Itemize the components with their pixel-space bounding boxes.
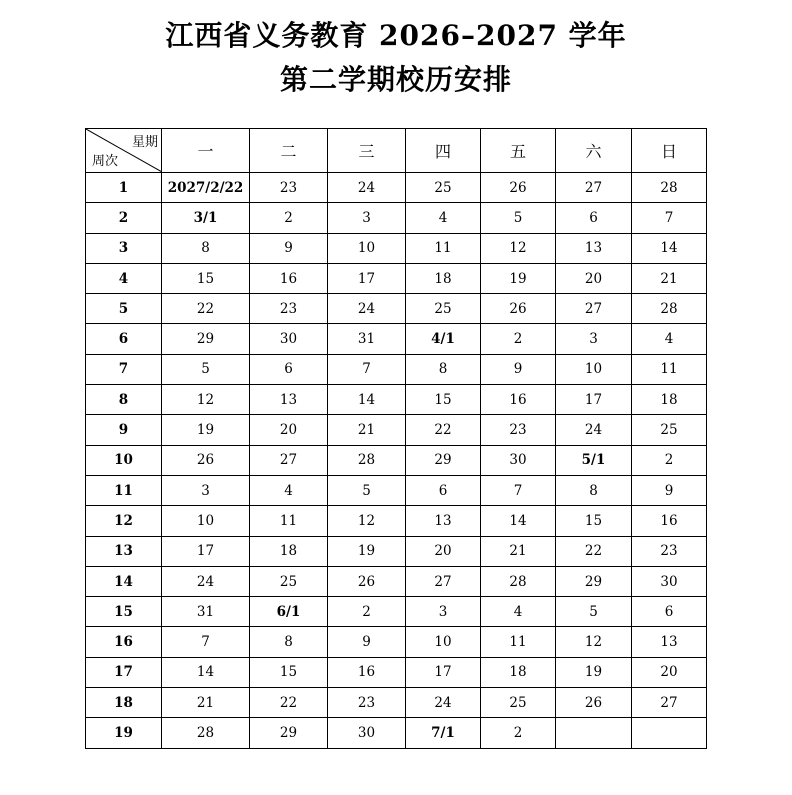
date-cell: 5 — [556, 597, 632, 627]
date-cell: 10 — [406, 627, 481, 657]
date-cell: 13 — [406, 506, 481, 536]
week-number: 11 — [86, 475, 162, 505]
week-number: 2 — [86, 203, 162, 233]
date-cell: 27 — [632, 688, 707, 718]
date-cell: 27 — [250, 445, 328, 475]
date-cell: 4/1 — [406, 324, 481, 354]
date-cell: 28 — [632, 173, 707, 203]
date-cell: 7 — [632, 203, 707, 233]
date-cell: 15 — [162, 263, 250, 293]
day-header: 四 — [406, 129, 481, 173]
date-cell: 21 — [328, 415, 406, 445]
date-cell: 2 — [328, 597, 406, 627]
date-cell: 4 — [632, 324, 707, 354]
date-cell: 2 — [250, 203, 328, 233]
date-cell: 26 — [481, 173, 556, 203]
date-cell: 15 — [250, 657, 328, 687]
date-cell: 13 — [556, 233, 632, 263]
date-cell: 23 — [632, 536, 707, 566]
date-cell — [632, 718, 707, 748]
calendar-table — [85, 128, 707, 749]
date-cell: 29 — [162, 324, 250, 354]
date-cell: 16 — [328, 657, 406, 687]
weekday-axis-label: 星期 — [131, 135, 158, 150]
date-cell: 14 — [481, 506, 556, 536]
date-cell: 29 — [556, 566, 632, 596]
table-row — [86, 597, 707, 627]
date-cell: 5 — [328, 475, 406, 505]
date-cell: 15 — [556, 506, 632, 536]
date-cell: 17 — [328, 263, 406, 293]
week-number: 5 — [86, 294, 162, 324]
date-cell: 28 — [162, 718, 250, 748]
date-cell: 29 — [406, 445, 481, 475]
date-cell: 23 — [328, 688, 406, 718]
date-cell: 3/1 — [162, 203, 250, 233]
date-cell: 14 — [162, 657, 250, 687]
week-number: 10 — [86, 445, 162, 475]
day-header: 六 — [556, 129, 632, 173]
date-cell: 8 — [250, 627, 328, 657]
date-cell: 24 — [328, 294, 406, 324]
date-cell: 11 — [406, 233, 481, 263]
date-cell: 2027/2/22 — [162, 173, 250, 203]
week-number: 19 — [86, 718, 162, 748]
table-row — [86, 536, 707, 566]
date-cell: 19 — [481, 263, 556, 293]
date-cell: 27 — [556, 173, 632, 203]
date-cell: 4 — [250, 475, 328, 505]
table-row — [86, 203, 707, 233]
week-number: 9 — [86, 415, 162, 445]
date-cell: 25 — [250, 566, 328, 596]
date-cell: 14 — [328, 385, 406, 415]
date-cell: 24 — [328, 173, 406, 203]
table-row — [86, 688, 707, 718]
date-cell: 7/1 — [406, 718, 481, 748]
date-cell: 22 — [406, 415, 481, 445]
date-cell: 3 — [162, 475, 250, 505]
date-cell: 12 — [556, 627, 632, 657]
week-number: 14 — [86, 566, 162, 596]
date-cell: 4 — [406, 203, 481, 233]
table-row — [86, 354, 707, 384]
date-cell: 22 — [162, 294, 250, 324]
date-cell: 30 — [250, 324, 328, 354]
title-line-2: 第二学期校历安排 — [279, 63, 512, 96]
table-row — [86, 415, 707, 445]
table-row — [86, 173, 707, 203]
date-cell: 17 — [556, 385, 632, 415]
table-row — [86, 263, 707, 293]
date-cell: 19 — [556, 657, 632, 687]
date-cell: 20 — [250, 415, 328, 445]
table-row — [86, 627, 707, 657]
date-cell: 28 — [632, 294, 707, 324]
date-cell: 26 — [328, 566, 406, 596]
date-cell: 18 — [250, 536, 328, 566]
week-number: 1 — [86, 173, 162, 203]
date-cell: 8 — [162, 233, 250, 263]
date-cell: 22 — [556, 536, 632, 566]
week-number: 16 — [86, 627, 162, 657]
date-cell: 2 — [481, 324, 556, 354]
date-cell: 3 — [406, 597, 481, 627]
week-axis-label: 周次 — [92, 154, 119, 169]
date-cell: 23 — [250, 173, 328, 203]
corner-header — [86, 129, 162, 173]
date-cell: 15 — [406, 385, 481, 415]
date-cell: 13 — [250, 385, 328, 415]
date-cell: 11 — [481, 627, 556, 657]
date-cell: 27 — [556, 294, 632, 324]
date-cell: 16 — [250, 263, 328, 293]
table-row — [86, 718, 707, 748]
table-row — [86, 233, 707, 263]
date-cell: 11 — [250, 506, 328, 536]
date-cell: 21 — [632, 263, 707, 293]
date-cell: 25 — [406, 173, 481, 203]
date-cell: 26 — [556, 688, 632, 718]
week-number: 12 — [86, 506, 162, 536]
date-cell: 7 — [328, 354, 406, 384]
date-cell: 24 — [162, 566, 250, 596]
date-cell: 18 — [406, 263, 481, 293]
date-cell: 12 — [328, 506, 406, 536]
date-cell: 7 — [481, 475, 556, 505]
header-row — [86, 129, 707, 173]
date-cell: 23 — [250, 294, 328, 324]
date-cell: 6 — [632, 597, 707, 627]
table-row — [86, 294, 707, 324]
date-cell: 30 — [328, 718, 406, 748]
date-cell: 9 — [328, 627, 406, 657]
day-header: 三 — [328, 129, 406, 173]
date-cell: 5 — [481, 203, 556, 233]
week-number: 8 — [86, 385, 162, 415]
week-number: 13 — [86, 536, 162, 566]
date-cell: 5/1 — [556, 445, 632, 475]
date-cell: 20 — [556, 263, 632, 293]
date-cell: 31 — [162, 597, 250, 627]
date-cell: 20 — [406, 536, 481, 566]
date-cell — [556, 718, 632, 748]
date-cell: 30 — [481, 445, 556, 475]
date-cell: 3 — [556, 324, 632, 354]
date-cell: 19 — [328, 536, 406, 566]
date-cell: 2 — [632, 445, 707, 475]
title-line-1: 江西省义务教育 2026–2027 学年 — [165, 19, 627, 52]
date-cell: 6 — [406, 475, 481, 505]
date-cell: 23 — [481, 415, 556, 445]
date-cell: 17 — [162, 536, 250, 566]
table-row — [86, 324, 707, 354]
date-cell: 12 — [162, 385, 250, 415]
week-number: 17 — [86, 657, 162, 687]
date-cell: 25 — [632, 415, 707, 445]
week-number: 6 — [86, 324, 162, 354]
week-number: 15 — [86, 597, 162, 627]
date-cell: 31 — [328, 324, 406, 354]
date-cell: 16 — [632, 506, 707, 536]
date-cell: 20 — [632, 657, 707, 687]
date-cell: 25 — [406, 294, 481, 324]
date-cell: 8 — [556, 475, 632, 505]
table-row — [86, 506, 707, 536]
day-header: 日 — [632, 129, 707, 173]
date-cell: 22 — [250, 688, 328, 718]
date-cell: 16 — [481, 385, 556, 415]
date-cell: 9 — [250, 233, 328, 263]
date-cell: 4 — [481, 597, 556, 627]
date-cell: 9 — [632, 475, 707, 505]
date-cell: 18 — [632, 385, 707, 415]
date-cell: 8 — [406, 354, 481, 384]
date-cell: 10 — [556, 354, 632, 384]
date-cell: 11 — [632, 354, 707, 384]
date-cell: 6/1 — [250, 597, 328, 627]
week-number: 3 — [86, 233, 162, 263]
date-cell: 29 — [250, 718, 328, 748]
day-header: 二 — [250, 129, 328, 173]
date-cell: 3 — [328, 203, 406, 233]
table-row — [86, 445, 707, 475]
date-cell: 30 — [632, 566, 707, 596]
date-cell: 7 — [162, 627, 250, 657]
date-cell: 5 — [162, 354, 250, 384]
day-header: 一 — [162, 129, 250, 173]
date-cell: 26 — [481, 294, 556, 324]
date-cell: 26 — [162, 445, 250, 475]
table-row — [86, 566, 707, 596]
table-row — [86, 475, 707, 505]
date-cell: 6 — [250, 354, 328, 384]
date-cell: 2 — [481, 718, 556, 748]
table-row — [86, 657, 707, 687]
week-number: 7 — [86, 354, 162, 384]
week-number: 4 — [86, 263, 162, 293]
date-cell: 25 — [481, 688, 556, 718]
date-cell: 28 — [481, 566, 556, 596]
date-cell: 28 — [328, 445, 406, 475]
week-number: 18 — [86, 688, 162, 718]
date-cell: 24 — [556, 415, 632, 445]
date-cell: 9 — [481, 354, 556, 384]
date-cell: 14 — [632, 233, 707, 263]
date-cell: 13 — [632, 627, 707, 657]
day-header: 五 — [481, 129, 556, 173]
date-cell: 21 — [481, 536, 556, 566]
date-cell: 10 — [328, 233, 406, 263]
date-cell: 17 — [406, 657, 481, 687]
date-cell: 12 — [481, 233, 556, 263]
date-cell: 18 — [481, 657, 556, 687]
date-cell: 24 — [406, 688, 481, 718]
date-cell: 10 — [162, 506, 250, 536]
table-row — [86, 385, 707, 415]
date-cell: 19 — [162, 415, 250, 445]
date-cell: 6 — [556, 203, 632, 233]
date-cell: 21 — [162, 688, 250, 718]
date-cell: 27 — [406, 566, 481, 596]
